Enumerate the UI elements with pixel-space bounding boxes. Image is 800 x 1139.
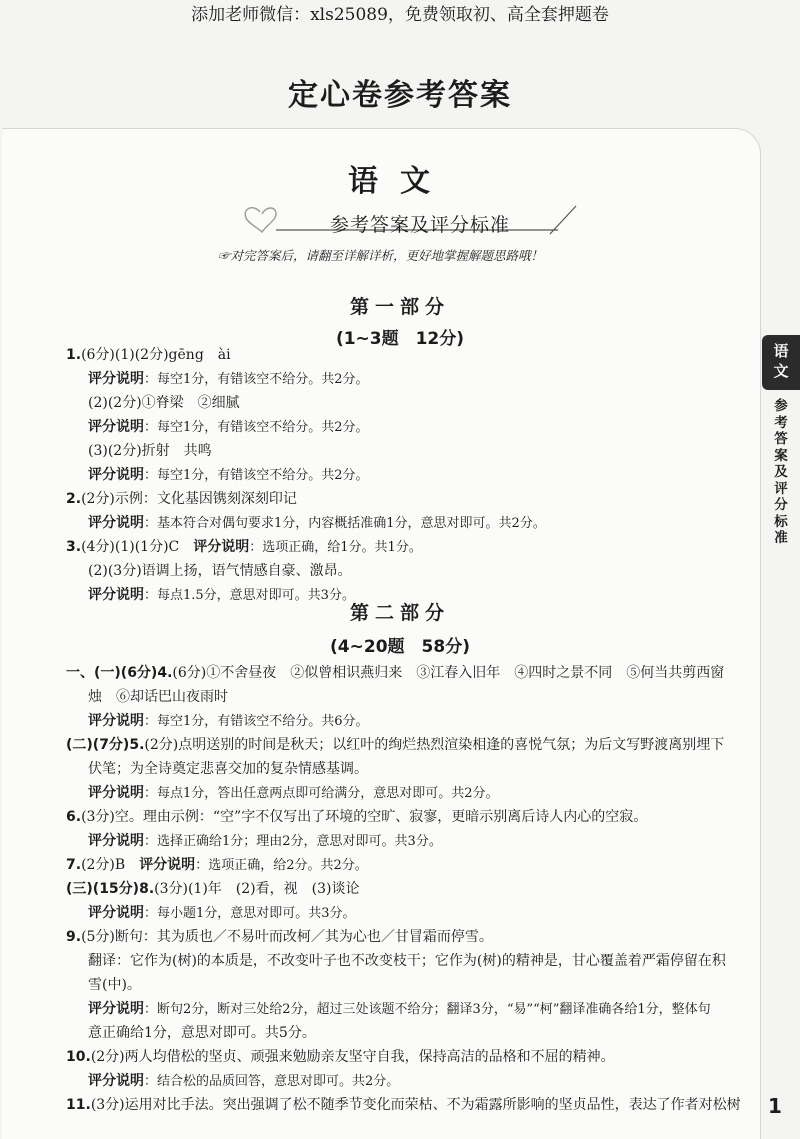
line-text: (2分)示例：文化基因镌刻深刻印记 [81,491,297,507]
line-text: ：每空1分，有错该空不给分。共2分。 [144,372,369,387]
line-text: (3分)(1)年 (2)看，视 (3)谈论 [154,881,360,897]
line-text: ：基本符合对偶句要求1分，内容概括准确1分，意思对即可。共2分。 [144,516,546,531]
answer-line [66,808,647,826]
answer-line [66,490,297,508]
answer-line [88,1024,316,1042]
scoring-label: 评分说明 [88,1073,144,1089]
answer-line [66,1096,741,1114]
question-number: (三)(15分)8. [66,881,155,897]
answer-line [66,856,368,875]
answer-line [66,928,493,946]
answer-line [66,664,724,682]
line-text: ：每空1分，有错该空不给分。共6分。 [144,714,369,729]
line-text: (2分)点明送别的时间是秋天；以红叶的绚烂热烈渲染相逢的喜悦气氛；为后文写野渡离别埋下 [144,737,725,753]
line-text: (6分)(1)(2分)gēng ài [81,347,231,363]
answer-line [88,952,726,970]
answer-line [88,712,369,731]
line-text: ：每空1分，有错该空不给分。共2分。 [144,468,369,483]
line-text: (2)(3分)语调上扬，语气情感自豪、激昂。 [88,563,352,579]
question-number: 2. [66,491,82,507]
question-number: 3. [66,539,82,555]
part1-title: 第一部分 [349,296,450,318]
answer-line [88,832,442,851]
answer-line [88,904,356,923]
answer-line [88,562,352,580]
scoring-label: 评分说明 [88,713,144,729]
side-tab-caption: 参考答案及评分标准 [774,398,788,546]
scoring-label: 评分说明 [193,539,250,555]
part2-subtitle: (4~20题 58分) [330,637,470,657]
scoring-label: 评分说明 [88,1001,144,1017]
answer-line [88,394,240,412]
line-text: (5分)断句：其为质也／不易叶而改柯／其为心也／甘冒霜而停雪。 [81,929,493,945]
answer-line [66,736,724,754]
line-text: (2分)两人均借松的坚贞、顽强来勉励亲友坚守自我，保持高洁的品格和不屈的精神。 [90,1049,615,1065]
answer-line [88,586,355,605]
question-number: 一、(一)(6分)4. [66,665,173,681]
scoring-label: 评分说明 [139,857,196,873]
scoring-label: 评分说明 [88,371,144,387]
scoring-label: 评分说明 [88,467,144,483]
line-text: ：断句2分，断对三处给2分，超过三处该题不给分；翻译3分，“易”“柯”翻译准确各给1分，整体句 [144,1002,711,1017]
answer-line [88,976,141,994]
answer-line [88,760,368,778]
page-number: 1 [768,1094,782,1118]
answer-line [66,880,359,898]
line-text: (3分)空。理由示例：“空”字不仅写出了环境的空旷、寂寥，更暗示别离后诗人内心的空寂。 [81,809,648,825]
scoring-label: 评分说明 [88,419,144,435]
answer-line [66,1048,615,1066]
question-number: 11. [66,1097,91,1113]
line-text: ：每空1分，有错该空不给分。共2分。 [144,420,369,435]
line-text: ：选择正确给1分；理由2分，意思对即可。共3分。 [144,834,442,849]
answer-line [88,466,369,485]
scoring-label: 评分说明 [88,905,144,921]
answer-line [88,370,369,389]
line-text: ：每点1.5分，意思对即可。共3分。 [144,588,355,603]
answer-line [88,1072,399,1091]
line-text: ：选项正确，给1分。共1分。 [249,540,422,555]
answer-line [88,784,499,803]
line-text: (6分)①不舍昼夜 ②似曾相识燕归来 ③江春入旧年 ④四时之景不同 ⑤何当共剪西窗 [172,665,725,681]
line-text: (3分)运用对比手法。突出强调了松不随季节变化而荣枯、不为霜露所影响的坚贞品性，表达了作者对松树 [90,1097,741,1113]
question-number: 6. [66,809,82,825]
line-text: (4分)(1)(1分)C [81,539,194,555]
question-number: 9. [66,929,82,945]
question-number: 7. [66,857,82,873]
line-text: 意正确给1分，意思对即可。共5分。 [88,1025,316,1041]
answer-line [66,538,422,557]
answer-line [88,514,546,533]
answer-line [88,688,228,706]
line-text: ：选项正确，给2分。共2分。 [195,858,368,873]
answer-line [66,346,231,364]
part2-title: 第二部分 [349,602,450,624]
answer-line [88,418,369,437]
question-number: (二)(7分)5. [66,737,145,753]
question-number: 10. [66,1049,91,1065]
side-tab-label: 语文 [773,342,789,380]
question-number: 1. [66,347,82,363]
line-text: (3)(2分)折射 共鸣 [88,443,212,459]
line-text: ：每点1分，答出任意两点即可给满分，意思对即可。共2分。 [144,786,499,801]
scoring-label: 评分说明 [88,587,144,603]
main-title: 定心卷参考答案 [288,78,512,113]
answer-line [88,442,212,460]
line-text: (2分)B [81,857,140,873]
line-text: 翻译：它作为(树)的本质是，不改变叶子也不改变枝干；它作为(树)的精神是，甘心覆盖着严霜停留在积 [88,953,726,969]
heart-icon [245,208,276,232]
part1-subtitle: (1~3题 12分) [335,329,465,349]
scoring-label: 评分说明 [88,515,144,531]
watermark-text: 添加老师微信：xls25089，免费领取初、高全套押题卷 [191,5,609,25]
line-text: 雪(中)。 [88,977,141,993]
scoring-label: 评分说明 [88,833,144,849]
banner-title: 参考答案及评分标准 [329,214,510,236]
hint-note: ☞对完答案后，请翻至详解详析，更好地掌握解题思路哦！ [218,248,544,263]
subject-title: 语文 [348,164,452,199]
answer-line [88,1000,711,1019]
line-text: 伏笔；为全诗奠定悲喜交加的复杂情感基调。 [88,761,368,777]
line-text: ：结合松的品质回答，意思对即可。共2分。 [144,1074,400,1089]
line-text: 烛 ⑥却话巴山夜雨时 [88,689,228,705]
scoring-label: 评分说明 [88,785,144,801]
line-text: ：每小题1分，意思对即可。共3分。 [144,906,356,921]
line-text: (2)(2分)①脊梁 ②细腻 [88,395,240,411]
